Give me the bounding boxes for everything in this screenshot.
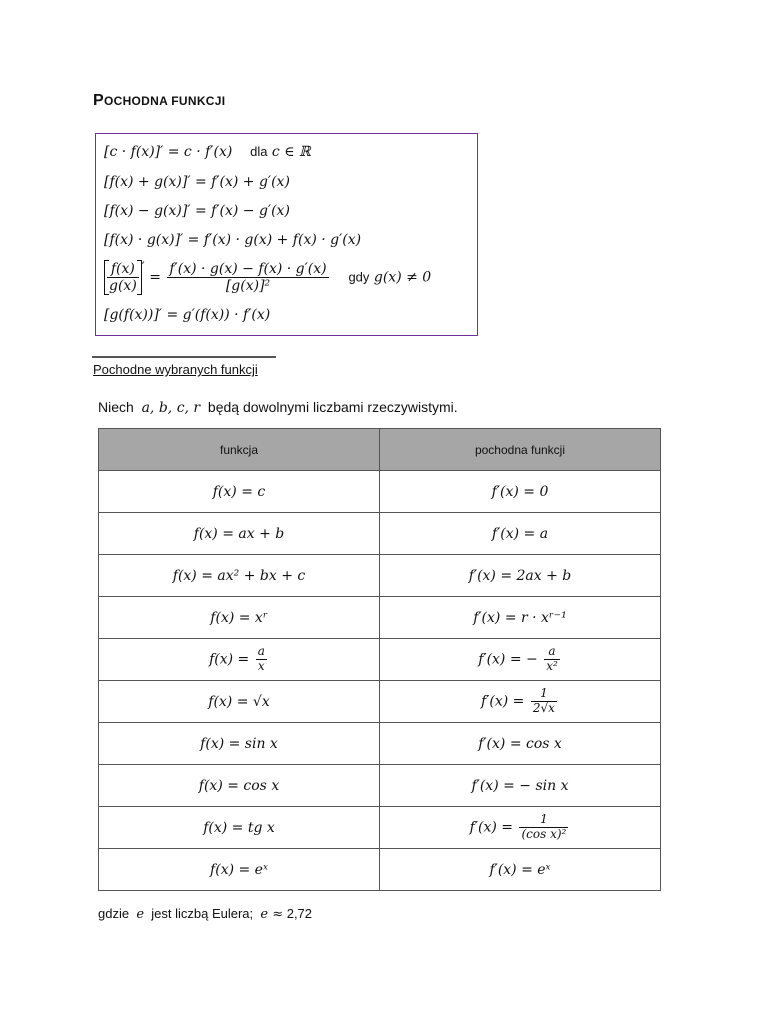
table-row: [99, 597, 661, 639]
derivative-cell: f′(x) = $\frac{1}{2√x}$: [380, 681, 661, 723]
quotient-rhs: $\frac{f'(x) \cdot g(x) - f(x) \cdot g'(x)}{\text{[g(x)]²}}$: [169, 261, 327, 295]
rule-chain: [g(f(x))]′ = g′(f(x)) · f′(x): [104, 307, 271, 323]
function-cell: f(x) = xʳ: [99, 597, 380, 639]
rule-sum: [f(x) + g(x)]′ = f′(x) + g′(x): [104, 174, 290, 190]
rule-constant: [c · f(x)]′ = c · f′(x) dla c ∈ ℝ: [104, 144, 311, 160]
header-function: funkcja: [99, 429, 380, 471]
table-row: [99, 555, 661, 597]
derivative-cell: f′(x) = − sin x: [380, 765, 661, 807]
intro-text: Niech a, b, c, r będą dowolnymi liczbami rzeczywistymi.: [98, 399, 458, 416]
header-derivative: pochodna funkcji: [380, 429, 661, 471]
function-cell: f(x) = ax² + bx + c: [99, 555, 380, 597]
table-row: [99, 471, 661, 513]
derivative-cell: f′(x) = r · xʳ⁻¹: [380, 597, 661, 639]
derivative-cell: f′(x) = − $\frac{a}{\text{x²}}$: [380, 639, 661, 681]
rule-quotient: $\frac{f(x)}{g(x)}$ ′ = $\frac{f'(x) \cdot g(x) - f(x) \cdot g'(x)}{\text{[g(x)]²}}$ gdy g(x) ≠ 0: [104, 260, 431, 295]
rule-product: [f(x) · g(x)]′ = f′(x) · g(x) + f(x) · g′(x): [104, 232, 362, 248]
table-row: [99, 765, 661, 807]
function-cell: f(x) = ax + b: [99, 513, 380, 555]
subheading-divider: [92, 356, 276, 358]
derivative-cell: f′(x) = 0: [380, 471, 661, 513]
quotient-lhs: $\frac{f(x)}{g(x)}$: [104, 260, 142, 295]
derivative-cell: f′(x) = eˣ: [380, 849, 661, 891]
derivatives-table: [98, 428, 661, 891]
table-row: [99, 723, 661, 765]
function-cell: f(x) = c: [99, 471, 380, 513]
derivative-cell: f′(x) = $\frac{1}{\text{(cos x)²}}$: [380, 807, 661, 849]
function-cell: f(x) = tg x: [99, 807, 380, 849]
footnote: gdzie e jest liczbą Eulera; e ≈ 2,72: [98, 906, 313, 922]
table-row: [99, 807, 661, 849]
subheading: Pochodne wybranych funkcji: [93, 362, 258, 377]
derivative-cell: f′(x) = cos x: [380, 723, 661, 765]
table-row: [99, 849, 661, 891]
function-cell: f(x) = √x: [99, 681, 380, 723]
function-cell: f(x) = cos x: [99, 765, 380, 807]
rules-box: [95, 133, 478, 336]
table-header-row: [99, 429, 661, 471]
function-cell: f(x) = $\frac{a}{x}$: [99, 639, 380, 681]
table-row: [99, 681, 661, 723]
rule-difference: [f(x) − g(x)]′ = f′(x) − g′(x): [104, 203, 290, 219]
table-row: [99, 513, 661, 555]
function-cell: f(x) = eˣ: [99, 849, 380, 891]
derivative-cell: f′(x) = a: [380, 513, 661, 555]
table-row: [99, 639, 661, 681]
function-cell: f(x) = sin x: [99, 723, 380, 765]
derivative-cell: f′(x) = 2ax + b: [380, 555, 661, 597]
page-title: POCHODNA FUNKCJI: [93, 92, 226, 109]
